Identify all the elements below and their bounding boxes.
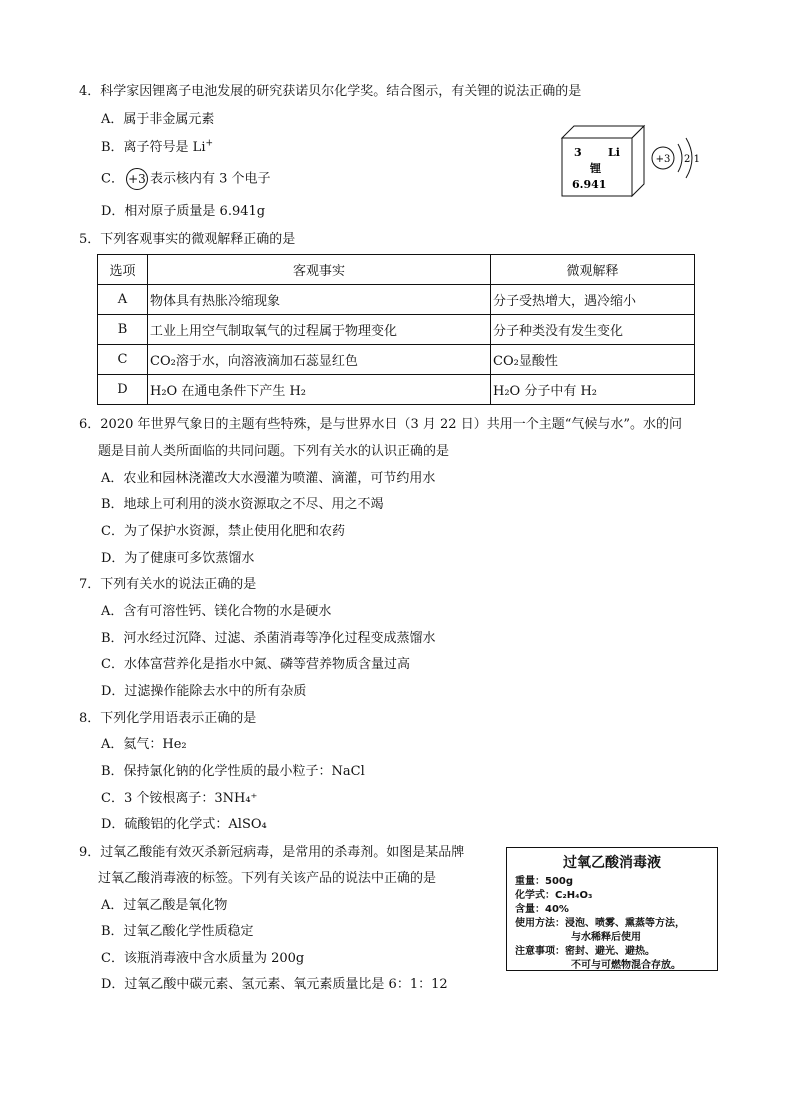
label-notes-cont: 不可与可燃物混合存放。 bbox=[571, 960, 681, 971]
q7-stem: 7．下列有关水的说法正确的是 bbox=[79, 577, 257, 592]
label-weight: 重量：500g bbox=[515, 876, 574, 887]
row-fact: 物体具有热胀冷缩现象 bbox=[148, 285, 491, 315]
q9-option-b: B．过氧乙酸化学性质稳定 bbox=[101, 924, 254, 939]
label-usage-cont: 与水稀释后使用 bbox=[571, 932, 641, 943]
atomic-mass: 6.941 bbox=[572, 178, 607, 191]
q6-option-b: B．地球上可利用的淡水资源取之不尽、用之不竭 bbox=[101, 497, 384, 512]
q5-table bbox=[97, 254, 695, 405]
row-fact: 工业上用空气制取氧气的过程属于物理变化 bbox=[148, 315, 491, 345]
electron-shells: 2 1 bbox=[684, 154, 700, 165]
q8-option-a: A．氦气：He₂ bbox=[101, 737, 187, 752]
element-symbol: Li bbox=[608, 146, 620, 159]
q4-option-c-text: 表示核内有 3 个电子 bbox=[149, 171, 271, 187]
table-header-row bbox=[98, 255, 695, 285]
row-explanation: 分子种类没有发生变化 bbox=[491, 315, 695, 345]
element-name: 锂 bbox=[590, 162, 601, 175]
row-fact: H₂O 在通电条件下产生 H₂ bbox=[148, 375, 491, 405]
table-row bbox=[98, 285, 695, 315]
atom-nucleus-charge: +3 bbox=[655, 154, 671, 165]
q7-option-b: B．河水经过沉降、过滤、杀菌消毒等净化过程变成蒸馏水 bbox=[101, 631, 436, 646]
row-explanation: H₂O 分子中有 H₂ bbox=[491, 375, 695, 405]
header-option: 选项 bbox=[98, 255, 148, 285]
q4-option-b-text: B．离子符号是 Li bbox=[101, 140, 206, 155]
q6-option-c: C．为了保护水资源，禁止使用化肥和农药 bbox=[101, 524, 345, 539]
label-content: 含量：40% bbox=[515, 904, 569, 915]
label-title: 过氧乙酸消毒液 bbox=[563, 855, 661, 871]
header-explanation: 微观解释 bbox=[491, 255, 695, 285]
row-option: D bbox=[98, 375, 148, 405]
atomic-number: 3 bbox=[574, 146, 582, 159]
q7-option-d: D．过滤操作能除去水中的所有杂质 bbox=[101, 684, 307, 699]
table-row bbox=[98, 345, 695, 375]
label-notes: 注意事项：密封、避光、避热。 bbox=[515, 946, 655, 957]
row-option: A bbox=[98, 285, 148, 315]
table-row bbox=[98, 375, 695, 405]
q8-option-b: B．保持氯化钠的化学性质的最小粒子：NaCl bbox=[101, 764, 365, 779]
row-explanation: 分子受热增大，遇冷缩小 bbox=[491, 285, 695, 315]
lithium-element-cube bbox=[558, 122, 648, 198]
disinfectant-label bbox=[506, 847, 718, 971]
q6-option-a: A．农业和园林浇灌改大水漫灌为喷灌、滴灌，可节约用水 bbox=[101, 471, 436, 486]
lithium-atom-diagram bbox=[648, 128, 708, 188]
q9-option-c: C．该瓶消毒液中含水质量为 200g bbox=[101, 951, 305, 966]
q6-stem-line2: 题是目前人类所面临的共同问题。下列有关水的认识正确的是 bbox=[98, 444, 450, 459]
table-row bbox=[98, 315, 695, 345]
row-fact: CO₂溶于水，向溶液滴加石蕊显红色 bbox=[148, 345, 491, 375]
q6-stem-line1: 6．2020 年世界气象日的主题有些特殊，是与世界水日（3 月 22 日）共用一个主题“气候与水”。水的问 bbox=[79, 417, 682, 432]
row-option: C bbox=[98, 345, 148, 375]
q4-option-b bbox=[101, 140, 213, 156]
q4-stem: 4．科学家因锂离子电池发展的研究获诺贝尔化学奖。结合图示，有关锂的说法正确的是 bbox=[79, 84, 582, 99]
q9-option-d: D．过氧乙酸中碳元素、氢元素、氧元素质量比是 6：1：12 bbox=[101, 977, 448, 992]
q4-option-d: D．相对原子质量是 6.941g bbox=[101, 204, 266, 219]
q8-option-c: C．3 个铵根离子：3NH₄⁺ bbox=[101, 791, 258, 806]
q5-stem: 5．下列客观事实的微观解释正确的是 bbox=[79, 232, 296, 247]
header-fact: 客观事实 bbox=[148, 255, 491, 285]
label-usage: 使用方法：浸泡、喷雾、熏蒸等方法， bbox=[515, 918, 685, 929]
q4-option-b-charge: + bbox=[205, 138, 214, 149]
q9-stem-line1: 9．过氧乙酸能有效灭杀新冠病毒，是常用的杀毒剂。如图是某品牌 bbox=[79, 845, 465, 860]
q4-option-c bbox=[101, 168, 271, 190]
q7-option-a: A．含有可溶性钙、镁化合物的水是硬水 bbox=[101, 604, 332, 619]
label-formula: 化学式：C₂H₄O₃ bbox=[515, 890, 593, 901]
q4-option-a: A．属于非金属元素 bbox=[101, 112, 215, 127]
q9-option-a: A．过氧乙酸是氧化物 bbox=[101, 898, 228, 913]
q8-stem: 8．下列化学用语表示正确的是 bbox=[79, 711, 257, 726]
row-option: B bbox=[98, 315, 148, 345]
row-explanation: CO₂显酸性 bbox=[491, 345, 695, 375]
q8-option-d: D．硫酸铝的化学式：AlSO₄ bbox=[101, 817, 267, 832]
q4-option-c-letter: C． bbox=[101, 171, 124, 187]
q7-option-c: C．水体富营养化是指水中氮、磷等营养物质含量过高 bbox=[101, 657, 410, 672]
q6-option-d: D．为了健康可多饮蒸馏水 bbox=[101, 551, 255, 566]
nucleus-circle: +3 bbox=[126, 168, 148, 190]
q9-stem-line2: 过氧乙酸消毒液的标签。下列有关该产品的说法中正确的是 bbox=[98, 871, 437, 886]
